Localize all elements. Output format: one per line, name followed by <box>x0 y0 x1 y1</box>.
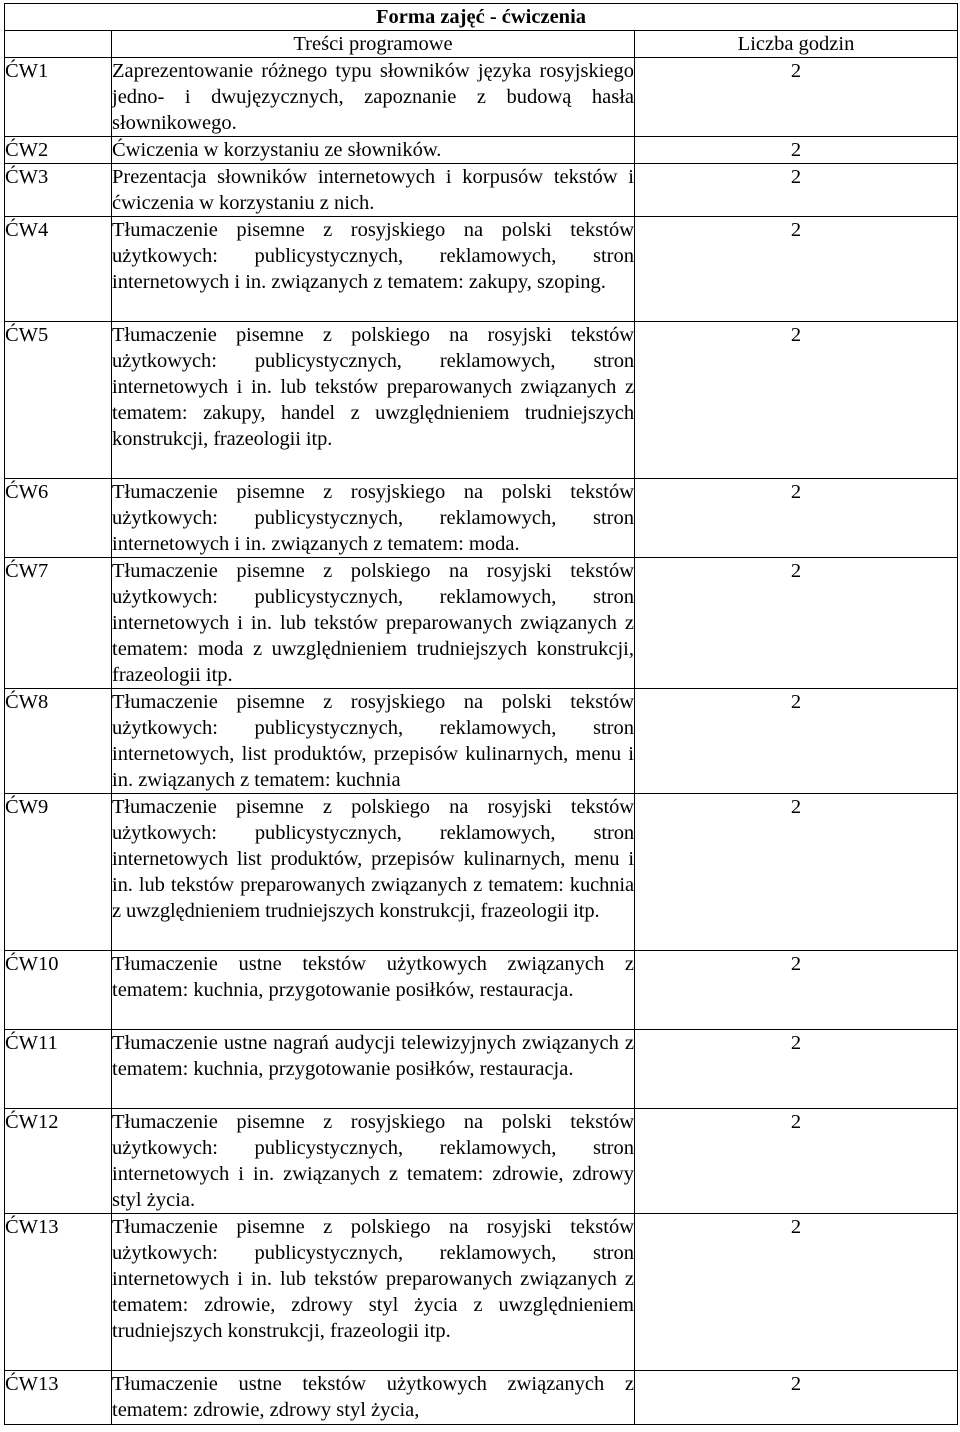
table-row <box>5 137 958 164</box>
table-row <box>5 1214 958 1371</box>
exercises-table <box>4 3 958 1425</box>
row-content: Tłumaczenie pisemne z rosyjskiego na polski tekstów użytkowych: publicystycznych, reklamowych, stron internetowych i in. związanych z tematem: moda. <box>112 479 635 558</box>
header-code-cell <box>5 31 112 58</box>
row-content: Tłumaczenie pisemne z polskiego na rosyjski tekstów użytkowych: publicystycznych, reklamowych, stron internetowych i in. lub tekstów preparowanych związanych z tematem: moda z uwzględnieniem trudniejszych konstrukcji, frazeologii itp. <box>112 558 635 689</box>
row-content: Tłumaczenie pisemne z rosyjskiego na polski tekstów użytkowych: publicystycznych, reklamowych, stron internetowych, list produktów, przepisów kulinarnych, menu i in. związanych z tematem: kuchnia <box>112 689 635 794</box>
row-code: ĆW8 <box>5 689 112 794</box>
row-code: ĆW7 <box>5 558 112 689</box>
header-hours: Liczba godzin <box>635 31 958 58</box>
row-code: ĆW10 <box>5 951 112 1030</box>
table-row <box>5 322 958 479</box>
row-content: Prezentacja słowników internetowych i korpusów tekstów i ćwiczenia w korzystaniu z nich. <box>112 164 635 217</box>
row-code: ĆW12 <box>5 1109 112 1214</box>
row-hours: 2 <box>635 58 958 137</box>
row-code: ĆW4 <box>5 217 112 322</box>
row-content: Tłumaczenie pisemne z rosyjskiego na polski tekstów użytkowych: publicystycznych, reklamowych, stron internetowych i in. związanych z tematem: zakupy, szoping. <box>112 217 635 322</box>
row-code: ĆW1 <box>5 58 112 137</box>
row-hours: 2 <box>635 217 958 322</box>
row-hours: 2 <box>635 558 958 689</box>
table-row <box>5 558 958 689</box>
table-title: Forma zajęć - ćwiczenia <box>5 4 958 31</box>
table-row <box>5 217 958 322</box>
table-row <box>5 58 958 137</box>
row-hours: 2 <box>635 1109 958 1214</box>
row-code: ĆW11 <box>5 1030 112 1109</box>
row-hours: 2 <box>635 794 958 951</box>
table-row <box>5 1109 958 1214</box>
row-hours: 2 <box>635 1371 958 1425</box>
row-hours: 2 <box>635 479 958 558</box>
row-hours: 2 <box>635 322 958 479</box>
table-header-row <box>5 31 958 58</box>
row-hours: 2 <box>635 689 958 794</box>
row-code: ĆW13 <box>5 1371 112 1425</box>
header-content: Treści programowe <box>112 31 635 58</box>
row-hours: 2 <box>635 951 958 1030</box>
row-content: Tłumaczenie pisemne z rosyjskiego na polski tekstów użytkowych: publicystycznych, reklamowych, stron internetowych i in. związanych z tematem: zdrowie, zdrowy styl życia. <box>112 1109 635 1214</box>
table-row <box>5 479 958 558</box>
row-hours: 2 <box>635 164 958 217</box>
row-content: Ćwiczenia w korzystaniu ze słowników. <box>112 137 635 164</box>
table-row <box>5 794 958 951</box>
row-hours: 2 <box>635 137 958 164</box>
table-title-row <box>5 4 958 31</box>
row-code: ĆW5 <box>5 322 112 479</box>
row-content: Tłumaczenie pisemne z polskiego na rosyjski tekstów użytkowych: publicystycznych, reklamowych, stron internetowych i in. lub tekstów preparowanych związanych z tematem: zdrowie, zdrowy styl życia z uwzględnieniem trudniejszych konstrukcji, frazeologii itp. <box>112 1214 635 1371</box>
table-row <box>5 689 958 794</box>
table-row <box>5 164 958 217</box>
row-content: Tłumaczenie ustne tekstów użytkowych związanych z tematem: zdrowie, zdrowy styl życia, <box>112 1371 635 1425</box>
row-code: ĆW6 <box>5 479 112 558</box>
row-content: Tłumaczenie ustne nagrań audycji telewizyjnych związanych z tematem: kuchnia, przygotowanie posiłków, restauracja. <box>112 1030 635 1109</box>
row-content: Tłumaczenie pisemne z polskiego na rosyjski tekstów użytkowych: publicystycznych, reklamowych, stron internetowych i in. lub tekstów preparowanych związanych z tematem: zakupy, handel z uwzględnieniem trudniejszych konstrukcji, frazeologii itp. <box>112 322 635 479</box>
row-content: Tłumaczenie ustne tekstów użytkowych związanych z tematem: kuchnia, przygotowanie posiłków, restauracja. <box>112 951 635 1030</box>
row-code: ĆW13 <box>5 1214 112 1371</box>
table-row <box>5 1030 958 1109</box>
row-content: Zaprezentowanie różnego typu słowników języka rosyjskiego jedno- i dwujęzycznych, zapoznanie z budową hasła słownikowego. <box>112 58 635 137</box>
table-row <box>5 951 958 1030</box>
row-code: ĆW9 <box>5 794 112 951</box>
row-code: ĆW2 <box>5 137 112 164</box>
row-content: Tłumaczenie pisemne z polskiego na rosyjski tekstów użytkowych: publicystycznych, reklamowych, stron internetowych list produktów, przepisów kulinarnych, menu i in. lub tekstów preparowanych związanych z tematem: kuchnia z uwzględnieniem trudniejszych konstrukcji, frazeologii itp. <box>112 794 635 951</box>
table-row <box>5 1371 958 1425</box>
row-hours: 2 <box>635 1214 958 1371</box>
row-hours: 2 <box>635 1030 958 1109</box>
row-code: ĆW3 <box>5 164 112 217</box>
